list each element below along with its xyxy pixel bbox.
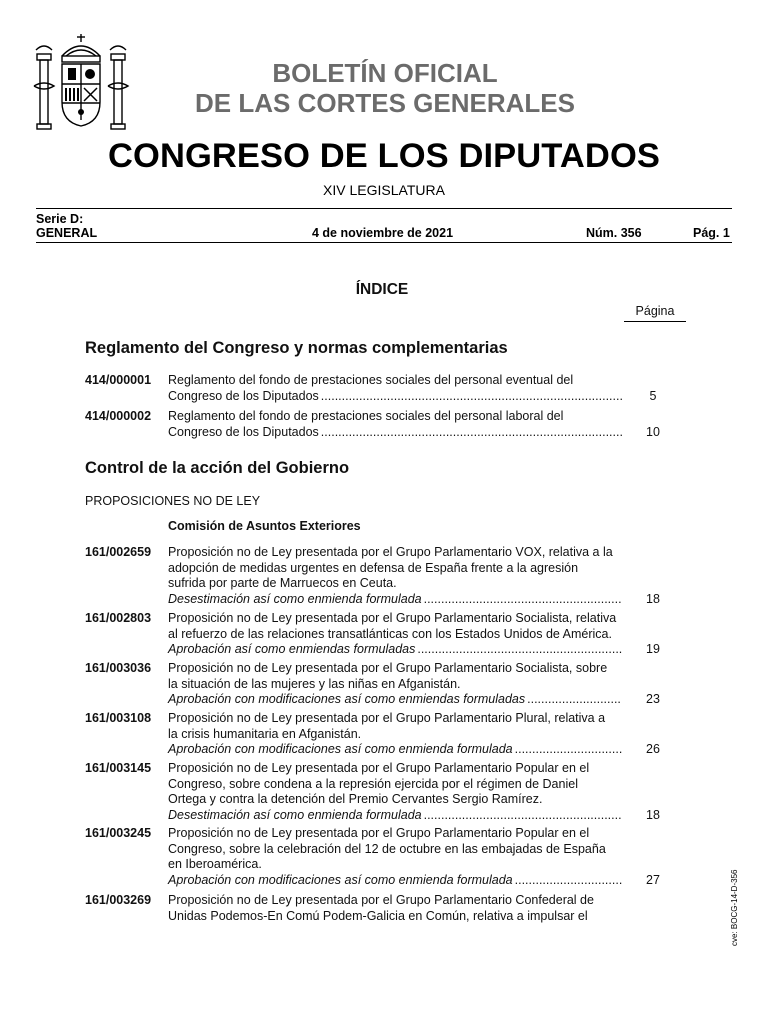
entry-text bbox=[168, 661, 622, 708]
entry-line: Proposición no de Ley presentada por el Grupo Parlamentario Socialista, relativa bbox=[168, 611, 617, 625]
entry-line: en Iberoamérica. bbox=[168, 857, 262, 871]
entry-line: Proposición no de Ley presentada por el Grupo Parlamentario VOX, relativa a la bbox=[168, 545, 613, 559]
entry-last-line bbox=[168, 692, 622, 708]
entry-code: 161/003245 bbox=[85, 826, 152, 840]
entry-lead: Congreso de los Diputados bbox=[168, 424, 319, 439]
entry-last-line bbox=[168, 592, 622, 608]
entry-page: 19 bbox=[646, 642, 660, 656]
entry-line: Unidas Podemos-En Comú Podem-Galicia en Común, relativa a impulsar el bbox=[168, 908, 588, 923]
entry-text bbox=[168, 711, 622, 758]
entry-page: 18 bbox=[646, 591, 660, 606]
dot-leader bbox=[321, 389, 622, 405]
index-title: ÍNDICE bbox=[355, 281, 409, 298]
dot-leader bbox=[527, 692, 622, 708]
entry-lead: Desestimación así como enmienda formulada bbox=[168, 807, 422, 822]
entry-lead: Aprobación con modificaciones así como enmienda formulada bbox=[168, 742, 513, 756]
entry-page: 18 bbox=[646, 807, 660, 822]
entry-text bbox=[168, 611, 622, 658]
header-rule-bottom bbox=[36, 242, 732, 243]
entry-line: Reglamento del fondo de prestaciones sociales del personal eventual del bbox=[168, 373, 574, 387]
entry-last-line bbox=[168, 808, 622, 824]
entry-page: 10 bbox=[646, 424, 660, 439]
entry-line: al refuerzo de las relaciones transatlánticas con los Estados Unidos de América. bbox=[168, 626, 612, 641]
dot-leader bbox=[321, 425, 622, 441]
entry-text bbox=[168, 826, 622, 888]
entry-lead: Aprobación con modificaciones así como enmiendas formuladas bbox=[168, 692, 526, 706]
entry-line: Congreso, sobre la celebración del 12 de octubre en las embajadas de España bbox=[168, 841, 606, 856]
entry-line: sufrida por parte de Marruecos en Ceuta. bbox=[168, 576, 397, 590]
entry-last-line bbox=[168, 873, 622, 889]
serie-label: Serie D: bbox=[36, 212, 84, 226]
entry-page: 23 bbox=[646, 692, 660, 706]
issue-number: Núm. 356 bbox=[586, 226, 642, 240]
dot-leader bbox=[424, 592, 622, 608]
entry-code: 414/000001 bbox=[85, 373, 152, 387]
legislatura-label: XIV LEGISLATURA bbox=[323, 182, 445, 198]
entry-line: la situación de las mujeres y las niñas en Afganistán. bbox=[168, 676, 461, 691]
section-title-control: Control de la acción del Gobierno bbox=[85, 459, 350, 477]
subsection-title: PROPOSICIONES NO DE LEY bbox=[85, 494, 261, 508]
boletin-title-line2: DE LAS CORTES GENERALES bbox=[195, 88, 575, 118]
congreso-title: CONGRESO DE LOS DIPUTADOS bbox=[108, 137, 660, 175]
entry-last-line bbox=[168, 425, 622, 441]
entry-code: 161/003145 bbox=[85, 761, 152, 775]
boletin-title-line1: BOLETÍN OFICIAL bbox=[272, 58, 498, 88]
entry-text bbox=[168, 761, 622, 823]
entry-lead: Aprobación con modificaciones así como enmienda formulada bbox=[168, 872, 513, 887]
dot-leader bbox=[417, 642, 622, 658]
entry-line: Congreso, sobre condena a la represión ejercida por el régimen de Daniel bbox=[168, 776, 578, 791]
entry-line: la crisis humanitaria en Afganistán. bbox=[168, 726, 362, 741]
page-number: Pág. 1 bbox=[693, 226, 730, 240]
header-rule-top bbox=[36, 208, 732, 209]
publication-date: 4 de noviembre de 2021 bbox=[312, 226, 454, 240]
section-title-reglamento: Reglamento del Congreso y normas complementarias bbox=[85, 339, 508, 357]
entry-lead: Aprobación así como enmiendas formuladas bbox=[168, 642, 416, 656]
entry-page: 26 bbox=[646, 742, 660, 756]
entry-lead: Desestimación así como enmienda formulada bbox=[168, 591, 422, 606]
entry-code: 414/000002 bbox=[85, 409, 152, 423]
dot-leader bbox=[424, 808, 622, 824]
entry-code: 161/003108 bbox=[85, 711, 152, 725]
entry-line: Proposición no de Ley presentada por el Grupo Parlamentario Plural, relativa a bbox=[168, 711, 606, 725]
coat-of-arms-emblem bbox=[32, 30, 130, 134]
entry-line: Reglamento del fondo de prestaciones sociales del personal laboral del bbox=[168, 409, 564, 423]
entry-text bbox=[168, 409, 622, 440]
entry-code: 161/002659 bbox=[85, 545, 152, 559]
entry-page: 27 bbox=[646, 872, 660, 887]
dot-leader bbox=[515, 873, 622, 889]
dot-leader bbox=[515, 742, 622, 758]
entry-text bbox=[168, 373, 622, 404]
entry-text bbox=[168, 545, 622, 607]
entry-code: 161/003269 bbox=[85, 893, 152, 907]
entry-line: Proposición no de Ley presentada por el Grupo Parlamentario Popular en el bbox=[168, 761, 590, 775]
entry-page: 5 bbox=[649, 388, 657, 403]
cve-code: cve: BOCG-14-D-356 bbox=[730, 869, 739, 946]
entry-last-line bbox=[168, 642, 622, 658]
entry-code: 161/003036 bbox=[85, 661, 152, 675]
entry-last-line bbox=[168, 389, 622, 405]
entry-line: adopción de medidas urgentes en defensa de España frente a la agresión bbox=[168, 560, 579, 575]
entry-last-line bbox=[168, 742, 622, 758]
entry-line: Proposición no de Ley presentada por el Grupo Parlamentario Socialista, sobre bbox=[168, 661, 608, 675]
entry-line: Ortega y contra la detención del Premio Cervantes Sergio Ramírez. bbox=[168, 792, 543, 806]
commission-title: Comisión de Asuntos Exteriores bbox=[168, 519, 361, 533]
entry-code: 161/002803 bbox=[85, 611, 152, 625]
page-column-label: Página bbox=[624, 304, 686, 322]
entry-lead: Congreso de los Diputados bbox=[168, 388, 319, 403]
entry-line: Proposición no de Ley presentada por el Grupo Parlamentario Popular en el bbox=[168, 826, 590, 840]
entry-text bbox=[168, 893, 622, 924]
serie-value: GENERAL bbox=[36, 226, 98, 240]
entry-line: Proposición no de Ley presentada por el Grupo Parlamentario Confederal de bbox=[168, 893, 594, 907]
